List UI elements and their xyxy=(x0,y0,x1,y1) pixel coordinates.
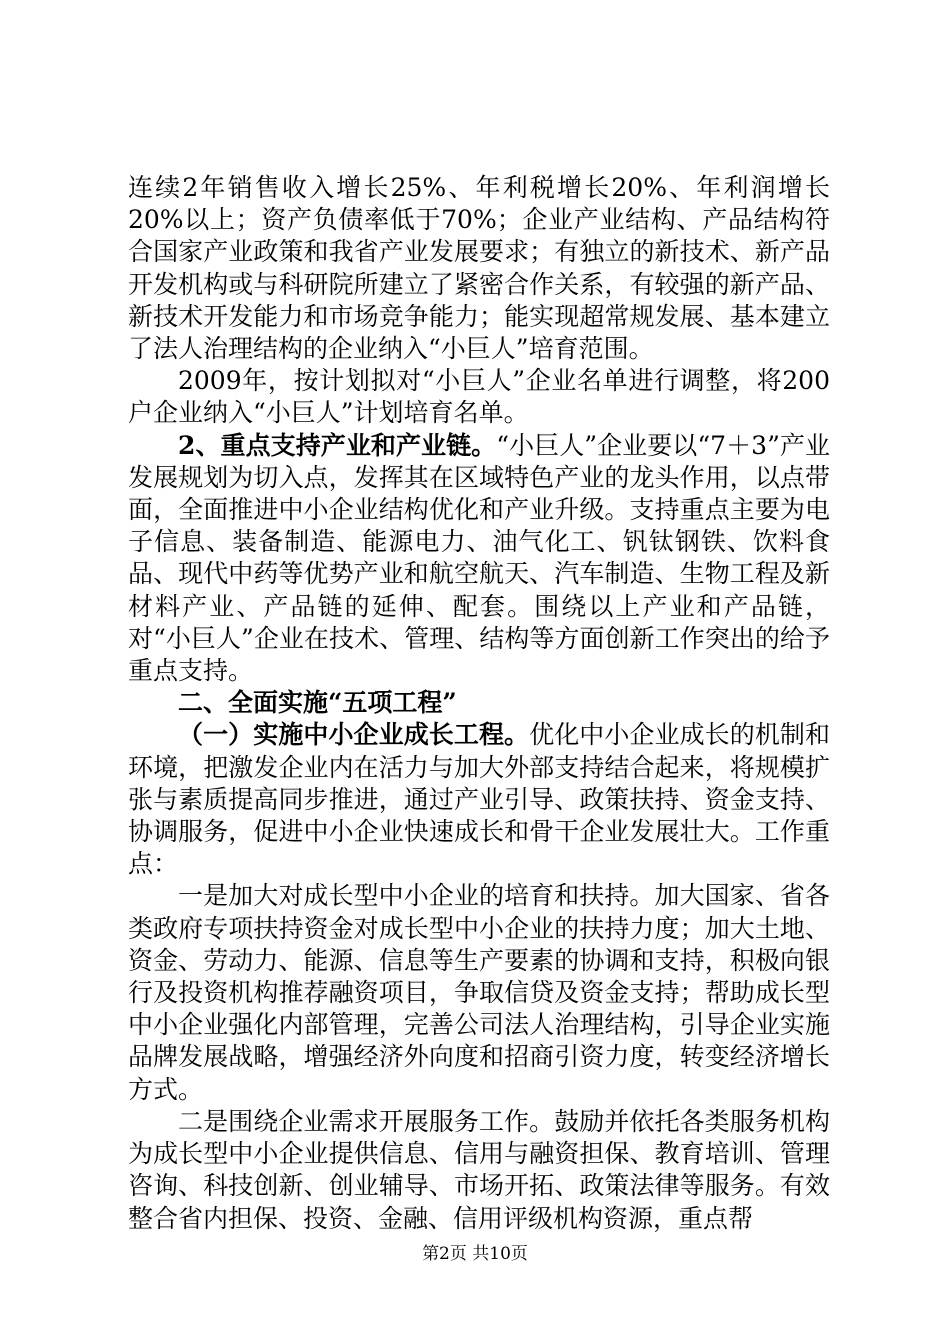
paragraph-text: 一是加大对成长型中小企业的培育和扶持。加大国家、省各类政府专项扶持资金对成长型中小企业的扶持力度；加大土地、资金、劳动力、能源、信息等生产要素的协调和支持，积极向银行及投资机构推荐融资项目，争取信贷及资金支持；帮助成长型中小企业强化内部管理，完善公司法人治理结构，引导企业实施品牌发展战略，增强经济外向度和招商引资力度，转变经济增长方式。 xyxy=(128,881,830,1104)
page-number-label: 第2页 共10页 xyxy=(422,1244,528,1264)
paragraph-text: 连续2年销售收入增长25%、年利税增长20%、年利润增长20%以上；资产负债率低于70%；企业产业结构、产品结构符合国家产业政策和我省产业发展要求；有独立的新技术、新产品开发机构或与科研院所建立了紧密合作关系，有较强的新产品、新技术开发能力和市场竞争能力；能实现超常规发展、基本建立了法人治理结构的企业纳入“小巨人”培育范围。 xyxy=(128,173,830,364)
paragraph-text: 2009年，按计划拟对“小巨人”企业名单进行调整，将200户企业纳入“小巨人”计划培育名单。 xyxy=(128,366,830,428)
paragraph-text: “小巨人”企业要以“7＋3”产业发展规划为切入点，发挥其在区域特色产业的龙头作用，以点带面，全面推进中小企业结构优化和产业升级。支持重点主要为电子信息、装备制造、能源电力、油气化工、钒钛钢铁、饮料食品、现代中药等优势产业和航空航天、汽车制造、生物工程及新材料产业、产品链的延伸、配套。围绕以上产业和产品链，对“小巨人”企业在技术、管理、结构等方面创新工作突出的给予重点支持。 xyxy=(128,430,830,686)
paragraph-point-one xyxy=(128,880,830,1105)
paragraph-growth-project xyxy=(128,719,830,880)
paragraph-text: 优化中小企业成长的机制和环境，把激发企业内在活力与加大外部支持结合起来，将规模扩张与素质提高同步推进，通过产业引导、政策扶持、资金支持、协调服务，促进中小企业快速成长和骨干企业发展壮大。工作重点： xyxy=(128,720,830,879)
paragraph-lead-heading: 2、重点支持产业和产业链。 xyxy=(178,430,497,460)
paragraph-2009-plan xyxy=(128,365,830,429)
section-heading-five-projects xyxy=(128,687,830,719)
paragraph-point-two xyxy=(128,1106,830,1235)
paragraph-text: 二是围绕企业需求开展服务工作。鼓励并依托各类服务机构为成长型中小企业提供信息、信用与融资担保、教育培训、管理咨询、科技创新、创业辅导、市场开拓、政策法律等服务。有效整合省内担保、投资、金融、信用评级机构资源，重点帮 xyxy=(128,1106,830,1233)
document-body xyxy=(128,172,830,1235)
paragraph-key-industries xyxy=(128,430,830,688)
page-footer xyxy=(0,1243,950,1265)
paragraph-continuation xyxy=(128,172,830,365)
section-heading-text: 二、全面实施“五项工程” xyxy=(178,688,457,718)
paragraph-lead-heading: （一）实施中小企业成长工程。 xyxy=(178,720,530,750)
